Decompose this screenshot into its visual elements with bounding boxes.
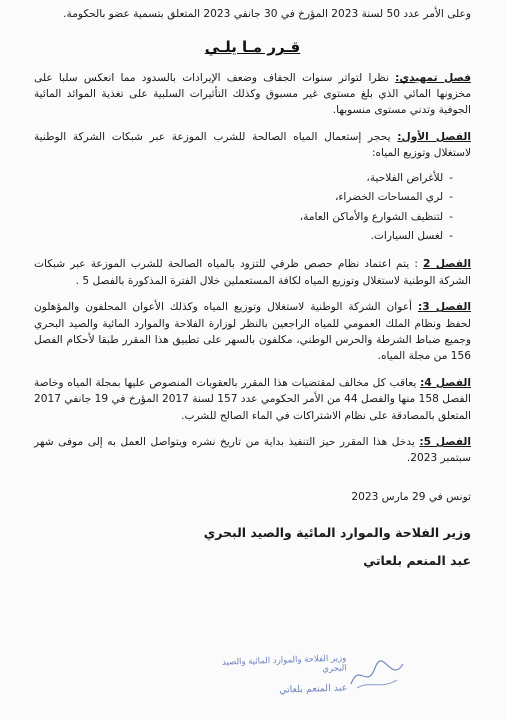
preamble-paragraph: [34, 70, 471, 119]
article-3-text: أعوان الشركة الوطنية لاستغلال وتوزيع المياه وكذلك الأعوان المحلفون والمؤهلون لحفظ ونظام الملك العمومي للمياه الراجعين بالنظر لوزارة الفلاحة والموارد المائية والصيد البحري وجميع ضباط الشرطة والحرس الوطني، مكلفون بالسهر على تطبيق هذا المقرر طبقا لأحكام الفصل 156 من مجلة المياه.: [34, 301, 471, 363]
minister-name: عبد المنعم بلعاتي: [363, 552, 471, 568]
handwritten-signature: [347, 654, 407, 694]
article-3: [34, 299, 471, 365]
preamble-title: فصل تمهيدي:: [395, 71, 472, 84]
list-item: -لري المساحات الخضراء،: [334, 191, 453, 204]
article-2: [34, 256, 471, 289]
article-5-text: يدخل هذا المقرر حيز التنفيذ بداية من تاريخ نشره ويتواصل العمل به إلى موفى شهر سبتمبر 2023.: [34, 435, 471, 465]
minister-title: وزير الفلاحة والموارد المائية والصيد البحري: [203, 525, 471, 541]
article-1: [34, 129, 471, 244]
decision-heading: قـرر مـا يلـي: [204, 38, 301, 57]
article-5-title: الفصل 5:: [419, 435, 471, 448]
list-item: -لتنظيف الشوارع والأماكن العامة،: [299, 210, 453, 223]
date-line: تونس في 29 مارس 2023: [351, 490, 471, 503]
article-4-title: الفصل 4:: [420, 376, 471, 389]
article-4: [34, 375, 471, 424]
stamp-title: وزير الفلاحة والموارد المائية والصيد البحري: [221, 653, 347, 675]
article-4-text: يعاقب كل مخالف لمقتضيات هذا المقرر بالعقوبات المنصوص عليها بمجلة المياه وخاصة الفصل 158 منها والفصل 44 من الأمر الحكومي عدد 157 لسنة 2017 المؤرخ في 19 جانفي 2017 المتعلق بالمصادقة على نظام الاشتراكات في الماء الصالح للشرب.: [34, 376, 471, 422]
article-5: [34, 434, 471, 467]
official-stamp: [196, 653, 348, 708]
article-3-title: الفصل 3:: [417, 301, 471, 314]
intro-paragraph: وعلى الأمر عدد 50 لسنة 2023 المؤرخ في 30 جانفي 2023 المتعلق بتسمية عضو بالحكومة.: [63, 8, 471, 20]
stamp-name: عبد المنعم بلعاتي: [278, 682, 348, 697]
list-item: -للأغراض الفلاحية،: [366, 171, 453, 184]
article-1-title: الفصل الأول:: [397, 130, 471, 143]
article-1-text: يحجر إستعمال المياه الصالحة للشرب الموزعة عبر شبكات الشركة الوطنية لاستغلال وتوزيع المياه:: [34, 130, 471, 160]
prohibited-uses-list: [34, 170, 453, 245]
preamble-text: نظرا لتواتر سنوات الجفاف وضعف الإيرادات بالسدود مما انعكس سلبا على مخزونها المائي الذي بلغ مستوى غير مسبوق وكذلك التأثيرات السلبية على تغذية الموائد المائية الجوفية وتدني مستوى منسوبها.: [34, 71, 471, 117]
article-2-text: : يتم اعتماد نظام حصص ظرفي للتزود بالمياه الصالحة للشرب الموزعة عبر شبكات الشركة الوطنية لاستغلال وتوزيع المياه لكافة المستعملين خلال الفترة المذكورة بالفصل 5 .: [34, 258, 471, 287]
list-item: -لغسل السيارات.: [370, 229, 453, 242]
article-2-title: الفصل 2: [423, 258, 471, 271]
